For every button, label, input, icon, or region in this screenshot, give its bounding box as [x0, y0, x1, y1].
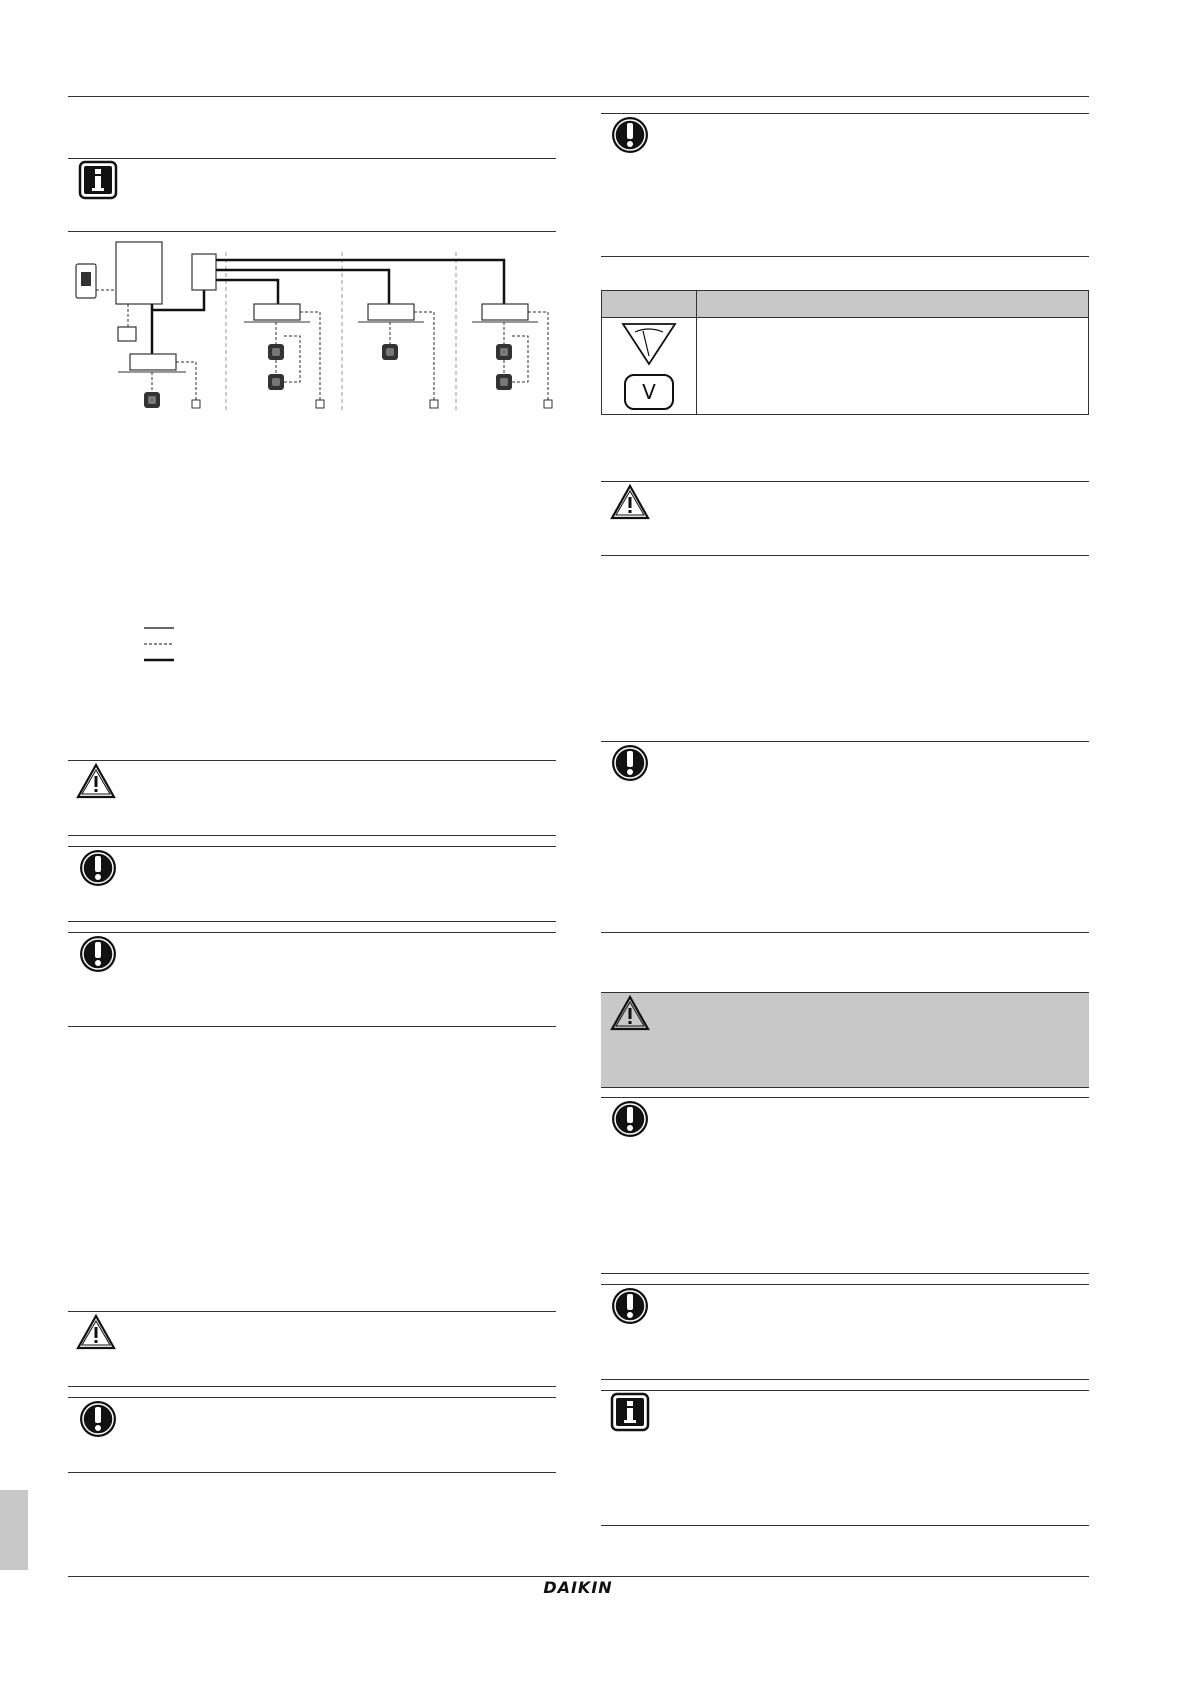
footer-rule: [68, 1576, 1089, 1577]
symbol-table-header-symbol: [602, 291, 697, 318]
symbol-table-meaning-cell: [697, 318, 1089, 415]
info-box-top-rule: [68, 158, 556, 159]
triangle-pennant-icon: [619, 320, 679, 368]
indoor-unit-1: [130, 354, 176, 370]
indoor-unit-4: [482, 304, 528, 320]
warning-triangle-icon: [76, 1313, 116, 1353]
warning-triangle-icon: [76, 762, 116, 802]
shaded-panel-top-rule: [601, 992, 1089, 993]
exclamation-icon: [78, 1399, 118, 1439]
warning-triangle-icon: [610, 483, 650, 523]
exclamation-icon: [610, 1099, 650, 1139]
branch-selector-box: [192, 254, 216, 290]
v-badge-icon: [624, 374, 674, 410]
indoor-unit-2: [254, 304, 300, 320]
header-rule: [68, 96, 1089, 97]
symbol-table: [601, 290, 1089, 415]
notice-box-top-rule: [601, 113, 1089, 114]
chapter-side-tab: [0, 1490, 28, 1570]
shaded-panel-bottom-rule: [601, 1087, 1089, 1088]
symbol-letter: V: [642, 380, 656, 404]
exclamation-icon: [610, 115, 650, 155]
exclamation-icon: [610, 1286, 650, 1326]
info-icon: [610, 1392, 650, 1432]
notice-box-top-rule: [601, 741, 1089, 742]
info-box-top-rule: [601, 1390, 1089, 1391]
notice-box-top-rule: [68, 932, 556, 933]
warning-box-bottom-rule: [68, 835, 556, 836]
warning-box-top-rule: [68, 1311, 556, 1312]
outdoor-unit: [116, 242, 162, 304]
daikin-logo: DAIKIN: [543, 1578, 613, 1597]
wiring-diagram: [68, 232, 558, 417]
warning-box-bottom-rule: [68, 1386, 556, 1387]
exclamation-icon: [78, 848, 118, 888]
notice-box-top-rule: [601, 1284, 1089, 1285]
exclamation-icon: [78, 934, 118, 974]
notice-box-bottom-rule: [68, 1026, 556, 1027]
notice-box-top-rule: [601, 1097, 1089, 1098]
info-icon: [78, 160, 118, 200]
notice-box-bottom-rule: [601, 1379, 1089, 1380]
symbol-table-symbol-cell: [602, 318, 697, 415]
warning-triangle-icon: [610, 994, 650, 1034]
exclamation-icon: [610, 743, 650, 783]
notice-box-bottom-rule: [601, 932, 1089, 933]
info-box-bottom-rule: [601, 1525, 1089, 1526]
warning-box-top-rule: [601, 481, 1089, 482]
shaded-warning-panel: [601, 992, 1089, 1087]
warning-box-bottom-rule: [601, 555, 1089, 556]
notice-box-bottom-rule: [68, 1472, 556, 1473]
symbol-table-header-meaning: [697, 291, 1089, 318]
notice-box-bottom-rule: [601, 1273, 1089, 1274]
warning-box-top-rule: [68, 760, 556, 761]
notice-box-bottom-rule: [601, 256, 1089, 257]
line-legend: [142, 622, 178, 666]
notice-box-bottom-rule: [68, 921, 556, 922]
notice-box-top-rule: [68, 846, 556, 847]
notice-box-top-rule: [68, 1397, 556, 1398]
indoor-unit-3: [368, 304, 414, 320]
